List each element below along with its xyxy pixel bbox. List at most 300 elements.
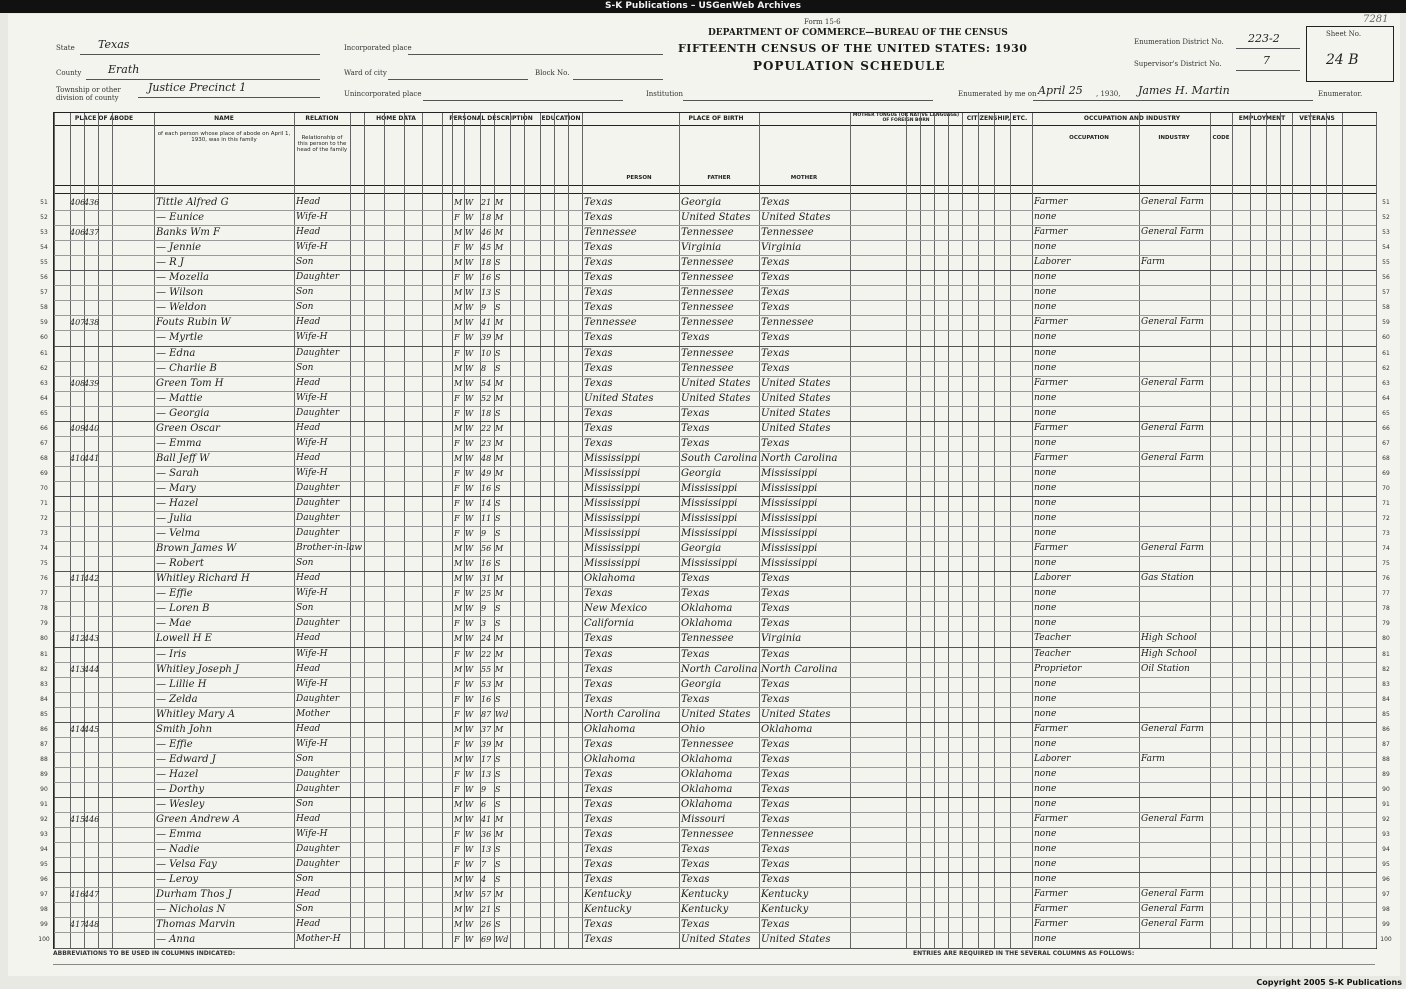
line-number: 91	[1382, 801, 1390, 808]
birthplace-father: Texas	[681, 573, 710, 585]
relation: Son	[296, 558, 314, 569]
marital-status: Wd	[495, 709, 509, 719]
race: W	[465, 273, 474, 283]
birthplace-mother: Texas	[761, 272, 790, 284]
birthplace-mother: Mississippi	[761, 513, 818, 525]
birthplace-mother: Texas	[761, 618, 790, 630]
birthplace-person: Mississippi	[584, 558, 641, 570]
birthplace-person: Texas	[584, 588, 613, 600]
birthplace-father: Mississippi	[681, 482, 738, 494]
age: 16	[481, 273, 492, 283]
group-place-of-abode: PLACE OF ABODE	[74, 115, 134, 122]
column-divider	[920, 113, 921, 948]
census-title: FIFTEENTH CENSUS OF THE UNITED STATES: 1930	[678, 42, 1028, 55]
group-occupation-industry: OCCUPATION AND INDUSTRY	[1083, 115, 1181, 122]
column-divider	[978, 113, 979, 948]
person-name: — Myrtle	[156, 332, 203, 344]
birthplace-person: Texas	[584, 362, 613, 374]
person-name: — Emma	[156, 437, 202, 449]
race: W	[465, 935, 474, 945]
sex: M	[454, 378, 463, 388]
age: 45	[481, 243, 492, 253]
dwelling-number: 407	[70, 318, 86, 328]
person-name: — Mae	[156, 618, 192, 630]
industry: General Farm	[1141, 723, 1204, 734]
birthplace-mother: Tennessee	[761, 227, 814, 239]
incorporated-label: Incorporated place	[344, 44, 412, 52]
birthplace-person: Texas	[584, 257, 613, 269]
race: W	[465, 393, 474, 403]
family-number: 444	[84, 664, 100, 674]
industry: General Farm	[1141, 317, 1204, 328]
sex: M	[454, 198, 463, 207]
relation: Daughter	[296, 844, 340, 855]
race: W	[465, 318, 474, 328]
group-education: EDUCATION	[541, 115, 581, 122]
line-number: 73	[40, 530, 48, 538]
township-value: Justice Precinct 1	[148, 81, 247, 94]
relation: Daughter	[296, 859, 340, 870]
birthplace-mother: Texas	[761, 287, 790, 299]
column-divider	[1232, 113, 1233, 948]
line-number: 88	[40, 755, 48, 763]
marital-status: S	[495, 769, 501, 779]
birthplace-person: Texas	[584, 874, 613, 886]
person-name: Green Tom H	[156, 377, 224, 389]
marital-status: S	[495, 604, 501, 614]
group-relation: RELATION	[305, 115, 339, 122]
sex: M	[454, 288, 463, 298]
birthplace-father: Virginia	[681, 242, 722, 254]
birthplace-mother: Texas	[761, 844, 790, 856]
form-number: Form 15-6	[804, 18, 841, 26]
person-name: — Mary	[156, 482, 196, 494]
birthplace-father: Tennessee	[681, 272, 734, 284]
relation: Mother-H	[296, 934, 341, 945]
column-divider	[568, 113, 569, 948]
line-number: 59	[40, 319, 48, 327]
line-number: 63	[40, 379, 48, 387]
family-number: 440	[84, 423, 100, 433]
relation: Head	[296, 197, 321, 207]
relation: Head	[296, 814, 321, 825]
birthplace-mother: Texas	[761, 332, 790, 344]
birthplace-person: Oklahoma	[584, 753, 636, 765]
person-name: — Nadie	[156, 844, 200, 856]
person-birth-header: PERSON	[626, 175, 652, 181]
occupation: none	[1034, 272, 1057, 283]
column-divider	[364, 113, 365, 948]
birthplace-mother: United States	[761, 407, 831, 419]
line-number: 91	[40, 801, 48, 808]
line-number: 93	[40, 831, 48, 839]
column-divider	[1032, 113, 1033, 948]
line-number: 100	[38, 936, 50, 944]
birthplace-mother: Oklahoma	[761, 723, 813, 735]
age: 14	[481, 499, 492, 508]
birthplace-father: Tennessee	[681, 362, 734, 374]
marital-status: S	[495, 514, 501, 524]
occupation: none	[1034, 407, 1057, 418]
birthplace-person: Texas	[584, 332, 613, 344]
birthplace-mother: Texas	[761, 347, 790, 359]
line-number: 90	[40, 785, 48, 793]
birthplace-mother: Mississippi	[761, 498, 818, 509]
group-home-data: HOME DATA	[376, 115, 416, 122]
occupation: none	[1034, 437, 1057, 448]
person-name: — Robert	[156, 558, 204, 570]
birthplace-person: Texas	[584, 633, 613, 645]
industry: Oil Station	[1141, 663, 1190, 674]
sex: F	[454, 589, 460, 599]
line-number: 96	[40, 876, 48, 884]
occupation: Laborer	[1034, 753, 1071, 764]
birthplace-person: New Mexico	[584, 603, 648, 615]
birthplace-mother: United States	[761, 934, 831, 946]
race: W	[465, 860, 474, 870]
birthplace-person: Mississippi	[584, 528, 641, 540]
line-number: 85	[1382, 710, 1390, 718]
industry: General Farm	[1141, 919, 1204, 930]
line-number: 66	[1382, 424, 1390, 432]
relation: Daughter	[296, 528, 340, 539]
relation: Daughter	[296, 498, 340, 508]
sex: M	[454, 815, 463, 825]
relation: Daughter	[296, 618, 340, 629]
line-number: 53	[1382, 229, 1390, 237]
birthplace-person: Oklahoma	[584, 573, 636, 585]
marital-status: S	[495, 754, 501, 764]
sex: M	[454, 363, 463, 373]
enumerated-date: April 25	[1038, 84, 1083, 97]
line-number: 61	[40, 349, 48, 357]
age: 48	[481, 453, 492, 463]
sex: F	[454, 830, 460, 840]
birthplace-mother: Texas	[761, 678, 790, 690]
sex: F	[454, 333, 460, 343]
age: 39	[481, 333, 492, 343]
marital-status: M	[495, 453, 504, 463]
marital-status: M	[495, 243, 504, 253]
occupation: none	[1034, 467, 1057, 478]
industry: High School	[1141, 633, 1197, 644]
dwelling-number: 414	[70, 724, 86, 734]
relation: Wife-H	[296, 829, 328, 840]
age: 18	[481, 258, 492, 268]
age: 9	[481, 784, 487, 794]
occupation: Farmer	[1034, 543, 1068, 554]
marital-status: S	[495, 258, 501, 268]
marital-status: S	[495, 559, 501, 569]
race: W	[465, 604, 474, 614]
line-number: 52	[1382, 214, 1390, 222]
birthplace-mother: Mississippi	[761, 528, 818, 540]
birthplace-mother: United States	[761, 212, 831, 224]
person-name: — Velma	[156, 528, 201, 540]
marital-status: M	[495, 423, 504, 433]
sex: M	[454, 920, 463, 930]
line-number: 83	[1382, 680, 1390, 688]
industry: Farm	[1141, 257, 1165, 268]
person-name: Green Oscar	[156, 422, 220, 434]
birthplace-person: Mississippi	[584, 513, 641, 525]
family-number: 448	[84, 920, 100, 930]
occupation: Teacher	[1034, 648, 1071, 659]
line-number: 78	[1382, 605, 1390, 613]
abbreviations-title: ABBREVIATIONS TO BE USED IN COLUMNS INDICATED:	[53, 950, 236, 957]
sex: F	[454, 273, 460, 283]
line-number: 70	[40, 484, 48, 492]
birthplace-mother: Texas	[761, 693, 790, 705]
copyright-notice: Copyright 2005 S-K Publications	[1256, 978, 1402, 987]
relation: Wife-H	[296, 738, 328, 749]
birthplace-father: Oklahoma	[681, 783, 733, 795]
age: 23	[481, 438, 492, 448]
line-number: 85	[40, 710, 48, 718]
age: 13	[481, 845, 492, 855]
birthplace-mother: Mississippi	[761, 543, 818, 555]
person-name: Tittle Alfred G	[156, 197, 229, 208]
marital-status: Wd	[495, 935, 509, 945]
relation: Wife-H	[296, 648, 328, 659]
line-number: 57	[40, 289, 48, 297]
race: W	[465, 830, 474, 840]
marital-status: M	[495, 724, 504, 734]
occupation: none	[1034, 588, 1057, 599]
industry: General Farm	[1141, 543, 1204, 554]
line-number: 65	[1382, 409, 1390, 417]
birthplace-father: North Carolina	[681, 663, 758, 675]
line-number: 62	[40, 364, 48, 372]
birthplace-mother: Texas	[761, 919, 790, 931]
marital-status: M	[495, 679, 504, 689]
birthplace-father: Tennessee	[681, 347, 734, 359]
occupation: none	[1034, 287, 1057, 298]
relation: Son	[296, 302, 314, 313]
marital-status: S	[495, 694, 501, 704]
name-column-header: of each person whose place of abode on April 1, 1930, was in this family	[157, 131, 291, 143]
race: W	[465, 664, 474, 674]
person-name: — Effie	[156, 738, 193, 750]
supervisor-value: 7	[1263, 54, 1270, 67]
relation: Daughter	[296, 272, 340, 283]
enum-district-label: Enumeration District No.	[1134, 38, 1224, 46]
industry: High School	[1141, 648, 1197, 659]
age: 10	[481, 348, 492, 358]
line-number: 81	[40, 650, 48, 658]
birthplace-father: Oklahoma	[681, 799, 733, 810]
birthplace-mother: United States	[761, 377, 831, 389]
sex: M	[454, 890, 463, 900]
birthplace-person: United States	[584, 392, 654, 404]
group-veterans: VETERANS	[1299, 115, 1335, 122]
county-value: Erath	[108, 63, 140, 76]
column-divider	[1376, 113, 1377, 948]
sex: M	[454, 664, 463, 674]
race: W	[465, 905, 474, 915]
race: W	[465, 769, 474, 779]
sheet-label: Sheet No.	[1326, 30, 1362, 38]
relation: Head	[296, 633, 321, 644]
birthplace-person: Texas	[584, 437, 613, 449]
marital-status: M	[495, 468, 504, 478]
dwelling-number: 417	[70, 920, 86, 930]
birthplace-person: Texas	[584, 934, 613, 946]
birthplace-person: Texas	[584, 347, 613, 359]
line-number: 70	[1382, 484, 1390, 492]
occupation: Laborer	[1034, 257, 1071, 268]
line-number: 68	[1382, 454, 1390, 462]
sex: F	[454, 438, 460, 448]
person-name: — Eunice	[156, 212, 205, 224]
marital-status: S	[495, 483, 501, 493]
relation: Head	[296, 573, 321, 584]
occupation: Farmer	[1034, 814, 1068, 825]
age: 22	[481, 649, 492, 659]
marital-status: S	[495, 363, 501, 373]
race: W	[465, 559, 474, 569]
census-sheet	[8, 14, 1400, 976]
relation: Wife-H	[296, 678, 328, 689]
marital-status: S	[495, 860, 501, 870]
person-name: — Weldon	[156, 302, 207, 314]
line-number: 57	[1382, 289, 1390, 297]
relation: Son	[296, 603, 314, 614]
row-divider	[54, 948, 1376, 949]
birthplace-mother: Mississippi	[761, 558, 818, 570]
sex: F	[454, 784, 460, 794]
birthplace-mother: Kentucky	[761, 889, 809, 901]
age: 41	[481, 815, 492, 825]
line-number: 73	[1382, 530, 1390, 538]
birthplace-father: Texas	[681, 859, 710, 871]
relation: Head	[296, 317, 321, 328]
line-number: 82	[1382, 665, 1390, 673]
birthplace-father: Georgia	[681, 467, 722, 479]
column-divider	[524, 113, 525, 948]
sheet-value: 24 B	[1326, 52, 1359, 68]
birthplace-mother: Tennessee	[761, 317, 814, 329]
birthplace-father: Texas	[681, 648, 710, 660]
line-number: 77	[40, 590, 48, 598]
column-divider	[1292, 113, 1293, 948]
age: 25	[481, 589, 492, 599]
ward-label: Ward of city	[344, 69, 387, 77]
line-number: 72	[1382, 515, 1390, 523]
birthplace-person: Texas	[584, 212, 613, 224]
birthplace-person: Texas	[584, 799, 613, 810]
age: 37	[481, 724, 492, 734]
birthplace-person: Texas	[584, 829, 613, 841]
occupation: none	[1034, 528, 1057, 539]
birthplace-father: Missouri	[681, 814, 726, 826]
family-number: 437	[84, 228, 100, 238]
relation: Daughter	[296, 693, 340, 704]
marital-status: M	[495, 333, 504, 343]
birthplace-mother: Virginia	[761, 633, 802, 645]
marital-status: M	[495, 393, 504, 403]
age: 21	[481, 198, 492, 207]
occupation: none	[1034, 678, 1057, 689]
dwelling-number: 406	[70, 198, 86, 207]
birthplace-person: Texas	[584, 919, 613, 931]
marital-status: M	[495, 574, 504, 584]
industry: General Farm	[1141, 814, 1204, 825]
sex: F	[454, 514, 460, 524]
birthplace-person: Texas	[584, 814, 613, 826]
birthplace-person: Texas	[584, 407, 613, 419]
age: 57	[481, 890, 492, 900]
birthplace-father: Oklahoma	[681, 618, 733, 630]
person-name: — Hazel	[156, 498, 199, 509]
age: 56	[481, 544, 492, 554]
occupation: none	[1034, 783, 1057, 794]
line-number: 59	[1382, 319, 1390, 327]
birthplace-mother: Mississippi	[761, 482, 818, 494]
person-name: Lowell H E	[156, 633, 212, 645]
marital-status: M	[495, 649, 504, 659]
sex: F	[454, 393, 460, 403]
age: 53	[481, 679, 492, 689]
birthplace-father: Texas	[681, 332, 710, 344]
marital-status: M	[495, 378, 504, 388]
marital-status: S	[495, 348, 501, 358]
birthplace-mother: Mississippi	[761, 467, 818, 479]
birthplace-father: Tennessee	[681, 738, 734, 750]
occupation: Teacher	[1034, 633, 1071, 644]
age: 69	[481, 935, 492, 945]
column-divider	[1266, 113, 1267, 948]
sex: F	[454, 694, 460, 704]
line-number: 54	[40, 244, 48, 252]
relation: Daughter	[296, 407, 340, 418]
birthplace-mother: Texas	[761, 302, 790, 314]
person-name: — Velsa Fay	[156, 859, 217, 871]
birthplace-person: Tennessee	[584, 227, 637, 239]
birthplace-person: Texas	[584, 663, 613, 675]
column-divider	[1250, 113, 1251, 948]
line-number: 62	[1382, 364, 1390, 372]
age: 18	[481, 213, 492, 223]
line-number: 79	[1382, 620, 1390, 628]
birthplace-mother: Texas	[761, 874, 790, 886]
birthplace-person: Texas	[584, 859, 613, 871]
birthplace-mother: Texas	[761, 588, 790, 600]
age: 11	[481, 514, 492, 524]
marital-status: M	[495, 739, 504, 749]
birthplace-father: Tennessee	[681, 257, 734, 269]
birthplace-person: Texas	[584, 287, 613, 299]
line-number: 69	[1382, 469, 1390, 477]
sex: M	[454, 634, 463, 644]
archive-stamp: 7281	[1363, 14, 1389, 25]
marital-status: M	[495, 664, 504, 674]
person-name: Fouts Rubin W	[156, 317, 231, 329]
column-divider	[442, 113, 443, 948]
age: 17	[481, 754, 492, 764]
industry: General Farm	[1141, 227, 1204, 238]
line-number: 51	[1382, 199, 1390, 206]
birthplace-person: Texas	[584, 648, 613, 660]
age: 8	[481, 363, 487, 373]
person-name: — Sarah	[156, 467, 200, 479]
sex: F	[454, 619, 460, 629]
line-number: 64	[1382, 394, 1390, 402]
occupation: none	[1034, 347, 1057, 358]
marital-status: M	[495, 544, 504, 554]
column-divider	[154, 113, 155, 948]
person-name: — Hazel	[156, 768, 199, 780]
